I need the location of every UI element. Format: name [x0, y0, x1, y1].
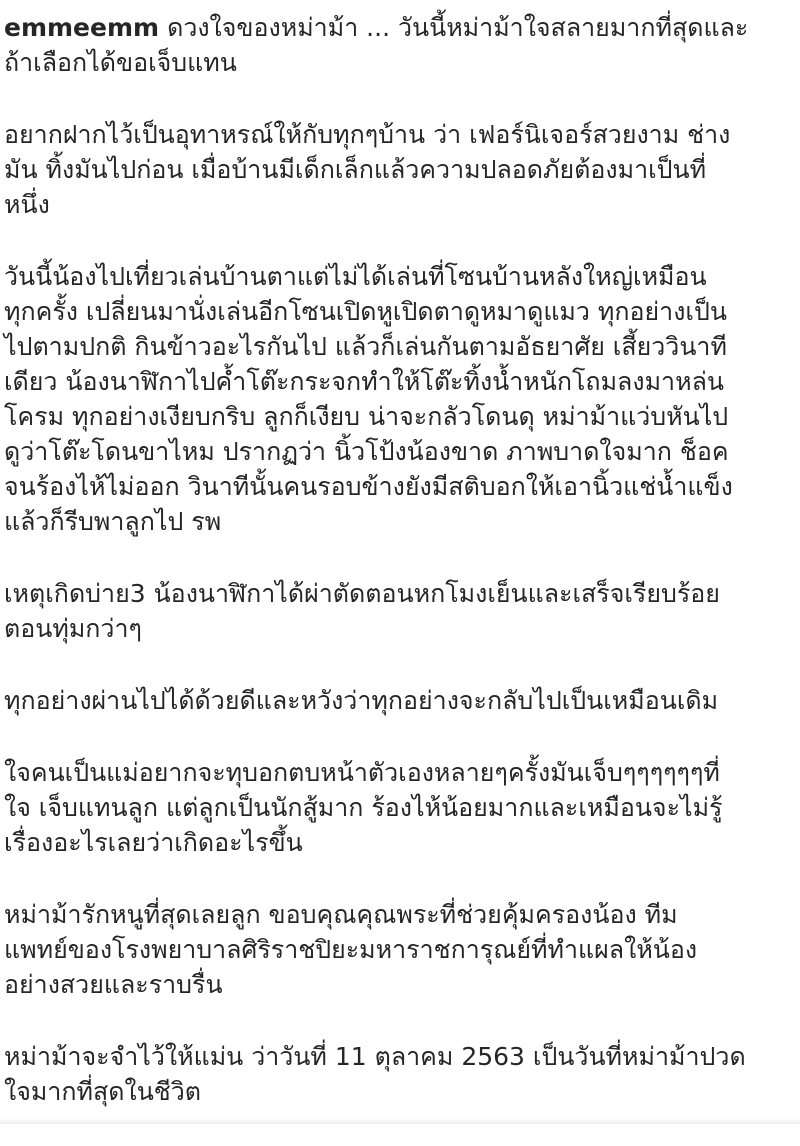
caption-paragraph-7: หม่าม้าจะจำไว้ให้แม่น ว่าวันที่ 11 ตุลาคม 2563 เป็นวันที่หม่าม้าปวด ใจมากที่สุดในชีวิต: [4, 1042, 746, 1106]
caption-intro: [4, 10, 784, 80]
caption-paragraph-3: เหตุเกิดบ่าย3 น้องนาฬิกาได้ผ่าตัดตอนหกโมงเย็นและเสร็จเรียบร้อย ตอนทุ่มกว่าๆ: [4, 579, 720, 643]
caption-paragraph-5: ใจคนเป็นแม่อยากจะทุบอกตบหน้าตัวเองหลายๆครั้งมันเจ็บๆๆๆๆๆๆที่ ใจ เจ็บแทนลูก แต่ลูกเป็นนักสู้มาก ร้องไห้น้อยมากและเหมือนจะไม่รู้ เรื่องอะไรเลยว่าเกิดอะไรขึ้น: [4, 758, 723, 857]
caption-paragraph-4: ทุกอย่างผ่านไปได้ด้วยดีและหวังว่าทุกอย่างจะกลับไปเป็นเหมือนเดิม: [4, 686, 719, 715]
caption-paragraph-2: วันนี้น้องไปเที่ยวเล่นบ้านตาแต่ไม่ได้เล่นที่โซนบ้านหลังใหญ่เหมือน ทุกครั้ง เปลี่ยนมานั่งเล่นอีกโซนเปิดหูเปิดตาดูหมาดูแมว ทุกอย่างเป็น ไปตามปกติ กินข้าวอะไรกันไป แล้วก็เล่นกันตามอัธยาศัย เสี้ยววินาที เดียว น้องนาฬิกาไปค้ำโต๊ะกระจกทำให้โต๊ะทิ้งน้ำหนักโถมลงมาหล่น โครม ทุกอย่างเงียบกริบ ลูกก็เงียบ น่าจะกลัวโดนดุ หม่าม้าแว่บหันไป ดูว่าโต๊ะโดนขาไหม ปรากฏว่า นิ้วโป้งน้องขาด ภาพบาดใจมาก ช็อค จนร้องไห้ไม่ออก วินาทีนั้นคนรอบข้างยังมีสติบอกให้เอานิ้วแช่น้ำแข็ง แล้วก็รีบพาลูกไป รพ: [4, 262, 733, 536]
post-caption: [4, 10, 784, 1146]
bottom-divider: [0, 1118, 800, 1124]
caption-paragraph-1: อยากฝากไว้เป็นอุทาหรณ์ให้กับทุกๆบ้าน ว่า เฟอร์นิเจอร์สวยงาม ช่าง มัน ทิ้งมันไปก่อน เมื่อบ้านมีเด็กเล็กแล้วความปลอดภัยต้องมาเป็นที่ หนึ่ง: [4, 120, 731, 219]
caption-paragraph-6: หม่าม้ารักหนูที่สุดเลยลูก ขอบคุณคุณพระที่ช่วยคุ้มครองน้อง ทีม แพทย์ของโรงพยาบาลศิริราชปิยะมหาราชการุณย์ที่ทำแผลให้น้อง อย่างสวยและราบรื่น: [4, 900, 698, 999]
username-link[interactable]: emmeemm: [4, 13, 160, 42]
caption-intro-text: ดวงใจของหม่าม้า ... วันนี้หม่าม้าใจสลายมากที่สุดและ ถ้าเลือกได้ขอเจ็บแทน: [4, 13, 749, 77]
